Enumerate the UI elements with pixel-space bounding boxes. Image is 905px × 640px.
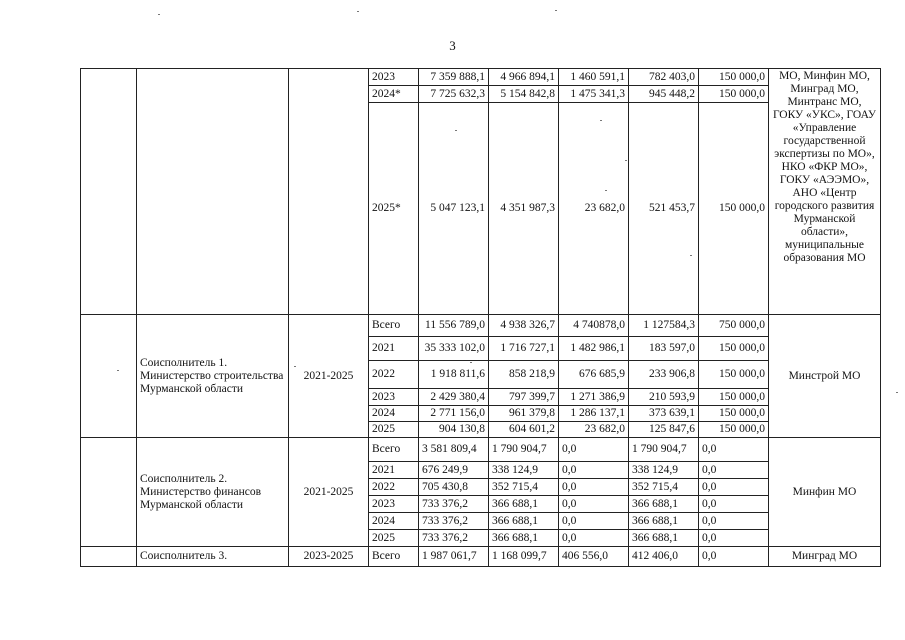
regional-cell: 1 460 591,1 xyxy=(559,69,629,86)
period-cell: 2021-2025 xyxy=(289,315,369,438)
total-cell: 35 333 102,0 xyxy=(419,337,489,361)
page-number: 3 xyxy=(449,38,456,53)
other-cell: 150 000,0 xyxy=(699,422,769,438)
local-cell: 412 406,0 xyxy=(629,547,699,567)
other-cell: 150 000,0 xyxy=(699,406,769,422)
total-cell: 7 725 632,3 xyxy=(419,86,489,103)
total-cell: 2 771 156,0 xyxy=(419,406,489,422)
other-cell: 150 000,0 xyxy=(699,337,769,361)
other-cell: 150 000,0 xyxy=(699,86,769,103)
total-cell: 904 130,8 xyxy=(419,422,489,438)
local-cell: 945 448,2 xyxy=(629,86,699,103)
year-cell: 2022 xyxy=(369,479,419,496)
year-cell: 2024 xyxy=(369,406,419,422)
period-cell: 2021-2025 xyxy=(289,438,369,547)
regional-cell: 0,0 xyxy=(559,438,629,462)
other-cell: 0,0 xyxy=(699,513,769,530)
total-cell: 733 376,2 xyxy=(419,530,489,547)
other-cell: 0,0 xyxy=(699,479,769,496)
scan-speck xyxy=(555,10,557,11)
total-cell: 1 987 061,7 xyxy=(419,547,489,567)
year-cell: 2023 xyxy=(369,389,419,406)
other-cell: 750 000,0 xyxy=(699,315,769,337)
federal-cell: 604 601,2 xyxy=(489,422,559,438)
other-cell: 0,0 xyxy=(699,547,769,567)
regional-cell: 1 271 386,9 xyxy=(559,389,629,406)
scan-speck xyxy=(896,392,898,393)
total-cell: 733 376,2 xyxy=(419,513,489,530)
federal-cell: 366 688,1 xyxy=(489,496,559,513)
budget-table xyxy=(80,68,881,567)
year-cell: 2022 xyxy=(369,361,419,389)
other-cell: 0,0 xyxy=(699,462,769,479)
local-cell: 233 906,8 xyxy=(629,361,699,389)
scan-speck xyxy=(158,14,160,15)
total-cell: 733 376,2 xyxy=(419,496,489,513)
other-cell: 0,0 xyxy=(699,530,769,547)
total-cell: 2 429 380,4 xyxy=(419,389,489,406)
year-cell: 2023 xyxy=(369,496,419,513)
regional-cell: 1 475 341,3 xyxy=(559,86,629,103)
total-cell: 5 047 123,1 xyxy=(419,103,489,315)
federal-cell: 5 154 842,8 xyxy=(489,86,559,103)
regional-cell: 4 740878,0 xyxy=(559,315,629,337)
scan-speck xyxy=(470,362,472,363)
coexecutor-name-cell: Соисполнитель 3. xyxy=(137,547,289,567)
year-cell: Всего xyxy=(369,315,419,337)
federal-cell: 4 966 894,1 xyxy=(489,69,559,86)
local-cell: 373 639,1 xyxy=(629,406,699,422)
local-cell: 183 597,0 xyxy=(629,337,699,361)
total-cell: 1 918 811,6 xyxy=(419,361,489,389)
regional-cell: 676 685,9 xyxy=(559,361,629,389)
total-cell: 676 249,9 xyxy=(419,462,489,479)
other-cell: 150 000,0 xyxy=(699,69,769,86)
regional-cell: 406 556,0 xyxy=(559,547,629,567)
scan-speck xyxy=(455,130,457,131)
table-row xyxy=(81,69,881,86)
local-cell: 352 715,4 xyxy=(629,479,699,496)
executor-cell: Минград МО xyxy=(769,547,881,567)
local-cell: 366 688,1 xyxy=(629,513,699,530)
federal-cell: 858 218,9 xyxy=(489,361,559,389)
year-cell: 2021 xyxy=(369,337,419,361)
federal-cell: 338 124,9 xyxy=(489,462,559,479)
table-row xyxy=(81,547,881,567)
year-cell: 2025* xyxy=(369,103,419,315)
regional-cell: 0,0 xyxy=(559,530,629,547)
period-cell xyxy=(289,69,369,315)
row-number-cell xyxy=(81,438,137,547)
federal-cell: 4 351 987,3 xyxy=(489,103,559,315)
table-row xyxy=(81,315,881,337)
federal-cell: 366 688,1 xyxy=(489,513,559,530)
scan-speck xyxy=(294,366,296,367)
executor-cell: Минстрой МО xyxy=(769,315,881,438)
table-row xyxy=(81,438,881,462)
year-cell: 2021 xyxy=(369,462,419,479)
federal-cell: 797 399,7 xyxy=(489,389,559,406)
scan-speck xyxy=(117,370,119,371)
year-cell: 2024 xyxy=(369,513,419,530)
regional-cell: 0,0 xyxy=(559,496,629,513)
coexecutor-name-cell: Соисполнитель 1. Министерство строительства Мурманской области xyxy=(137,315,289,438)
scan-speck xyxy=(600,120,602,121)
total-cell: 705 430,8 xyxy=(419,479,489,496)
local-cell: 1 790 904,7 xyxy=(629,438,699,462)
executor-cell: Минфин МО xyxy=(769,438,881,547)
total-cell: 11 556 789,0 xyxy=(419,315,489,337)
regional-cell: 1 482 986,1 xyxy=(559,337,629,361)
local-cell: 782 403,0 xyxy=(629,69,699,86)
regional-cell: 0,0 xyxy=(559,513,629,530)
local-cell: 521 453,7 xyxy=(629,103,699,315)
other-cell: 150 000,0 xyxy=(699,389,769,406)
regional-cell: 23 682,0 xyxy=(559,422,629,438)
other-cell: 0,0 xyxy=(699,496,769,513)
year-cell: Всего xyxy=(369,438,419,462)
local-cell: 1 127584,3 xyxy=(629,315,699,337)
other-cell: 150 000,0 xyxy=(699,361,769,389)
regional-cell: 0,0 xyxy=(559,462,629,479)
total-cell: 3 581 809,4 xyxy=(419,438,489,462)
row-number-cell xyxy=(81,69,137,315)
scan-speck xyxy=(357,11,359,12)
year-cell: 2025 xyxy=(369,530,419,547)
federal-cell: 352 715,4 xyxy=(489,479,559,496)
federal-cell: 1 716 727,1 xyxy=(489,337,559,361)
federal-cell: 1 790 904,7 xyxy=(489,438,559,462)
regional-cell: 23 682,0 xyxy=(559,103,629,315)
regional-cell: 0,0 xyxy=(559,479,629,496)
program-name-cell xyxy=(137,69,289,315)
local-cell: 366 688,1 xyxy=(629,530,699,547)
regional-cell: 1 286 137,1 xyxy=(559,406,629,422)
scan-speck xyxy=(605,190,607,191)
local-cell: 210 593,9 xyxy=(629,389,699,406)
local-cell: 338 124,9 xyxy=(629,462,699,479)
federal-cell: 1 168 099,7 xyxy=(489,547,559,567)
year-cell: Всего xyxy=(369,547,419,567)
federal-cell: 4 938 326,7 xyxy=(489,315,559,337)
federal-cell: 961 379,8 xyxy=(489,406,559,422)
year-cell: 2024* xyxy=(369,86,419,103)
other-cell: 150 000,0 xyxy=(699,103,769,315)
period-cell: 2023-2025 xyxy=(289,547,369,567)
year-cell: 2023 xyxy=(369,69,419,86)
scan-speck xyxy=(625,160,627,161)
year-cell: 2025 xyxy=(369,422,419,438)
federal-cell: 366 688,1 xyxy=(489,530,559,547)
other-cell: 0,0 xyxy=(699,438,769,462)
row-number-cell xyxy=(81,315,137,438)
row-number-cell xyxy=(81,547,137,567)
coexecutor-name-cell: Соисполнитель 2. Министерство финансов Мурманской области xyxy=(137,438,289,547)
executors-cell: МО, Минфин МО, Минград МО, Минтранс МО, ГОКУ «УКС», ГОАУ «Управление государственной экспертизы по МО», НКО «ФКР МО», ГОКУ «АЭЭМО», АНО «Центр городского развития Мурманской области», муниципальные образования МО xyxy=(769,69,881,315)
scan-speck xyxy=(690,255,692,256)
total-cell: 7 359 888,1 xyxy=(419,69,489,86)
local-cell: 125 847,6 xyxy=(629,422,699,438)
local-cell: 366 688,1 xyxy=(629,496,699,513)
